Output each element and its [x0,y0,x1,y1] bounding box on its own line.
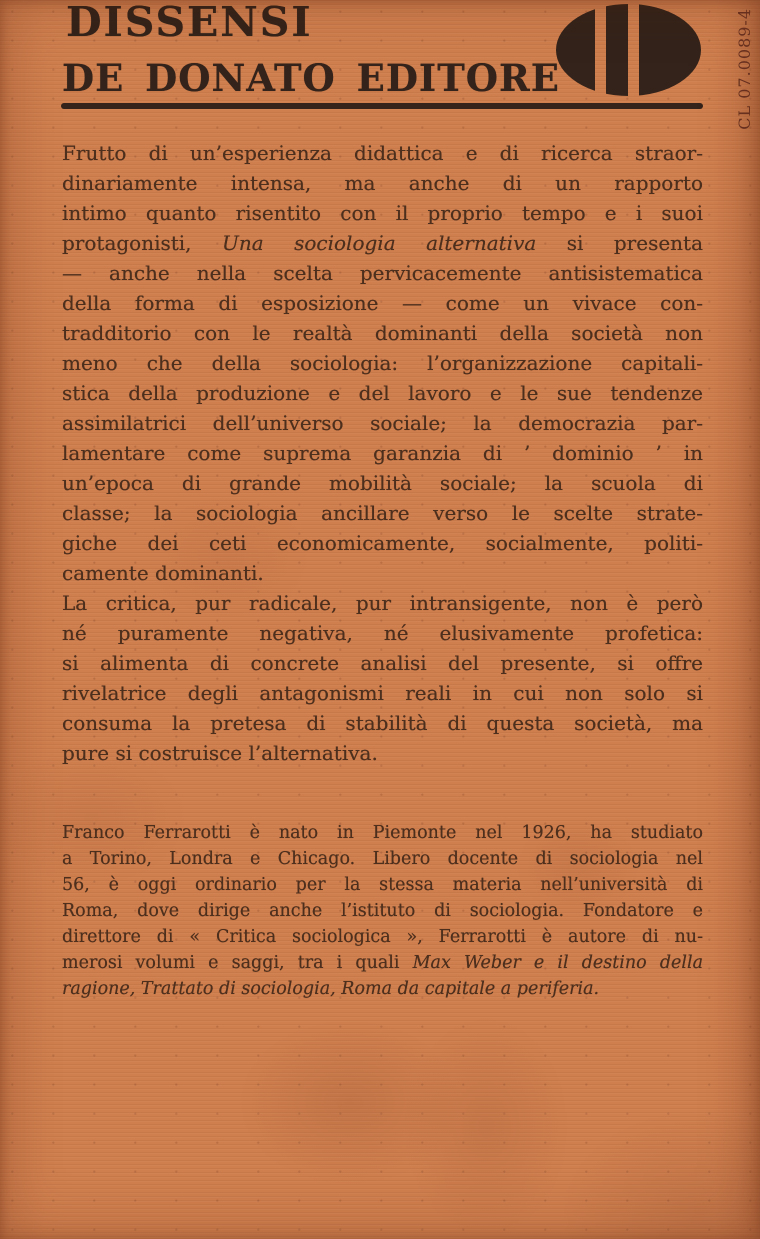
text-line: Frutto di un’esperienza didattica e di ricerca straor- [62,141,703,165]
author-bio [62,820,703,1002]
text-line: La critica, pur radicale, pur intransigente, non è però [62,591,703,615]
text-line: protagonisti, Una sociologia alternativa si presenta [62,231,704,255]
text-line: lamentare come suprema garanzia di ’ dominio ’ in [62,441,703,465]
catalog-code: CL 07.0089-4 [735,8,754,130]
series-title: DISSENSI [66,0,313,46]
text-line: dinariamente intensa, ma anche di un rapporto [62,171,703,195]
text-line: rivelatrice degli antagonismi reali in cui non solo si [62,681,703,705]
text-line: ragione, Trattato di sociologia, Roma da capitale a periferia. [62,979,600,999]
blurb-paragraph-1 [62,138,703,588]
text-line: meno che della sociologia: l’organizzazione capitali- [62,351,703,375]
text-line: un’epoca di grande mobilità sociale; la scuola di [62,471,703,495]
header-rule [61,103,703,109]
text-line: Roma, dove dirige anche l’istituto di sociologia. Fondatore e [62,901,703,921]
text-line: consuma la pretesa di stabilità di questa società, ma [62,711,703,735]
text-line: si alimenta di concrete analisi del presente, si offre [62,651,703,675]
text-line: né puramente negativa, né elusivamente profetica: [62,621,703,645]
text-line: tradditorio con le realtà dominanti della società non [62,321,703,345]
text-line: a Torino, Londra e Chicago. Libero docente di sociologia nel [62,849,703,869]
text-line: classe; la sociologia ancillare verso le scelte strate- [62,501,703,525]
text-line: pure si costruisce l’alternativa. [62,741,378,765]
publisher-name: DE DONATO EDITORE [62,56,560,100]
text-line: Franco Ferrarotti è nato in Piemonte nel 1926, ha studiato [62,823,703,843]
blurb [62,138,703,768]
text-line: giche dei ceti economicamente, socialmente, politi- [62,531,703,555]
text-line: intimo quanto risentito con il proprio tempo e i suoi [62,201,703,225]
text-line: camente dominanti. [62,561,264,585]
publisher-logo-icon [555,3,702,97]
text-line: direttore di « Critica sociologica », Ferrarotti è autore di nu- [62,927,703,947]
text-line: merosi volumi e saggi, tra i quali Max Weber e il destino della [62,953,703,973]
blurb-paragraph-2 [62,588,703,768]
text-line: 56, è oggi ordinario per la stessa materia nell’università di [62,875,703,895]
text-line: — anche nella scelta pervicacemente antisistematica [62,261,703,285]
text-line: della forma di esposizione — come un vivace con- [62,291,703,315]
text-line: stica della produzione e del lavoro e le sue tendenze [62,381,703,405]
text-line: assimilatrici dell’universo sociale; la democrazia par- [62,411,703,435]
